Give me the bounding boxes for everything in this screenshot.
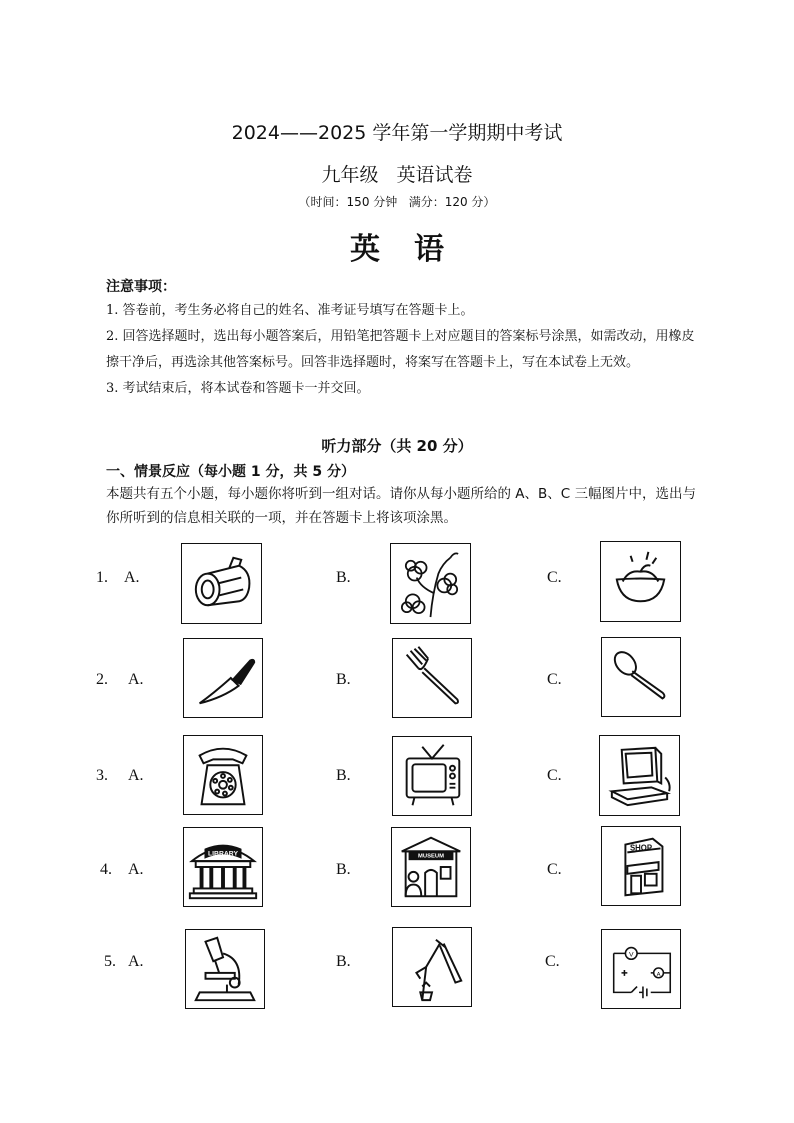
notice-item: 3. 考试结束后，将本试卷和答题卡一并交回。 xyxy=(106,381,370,396)
exam-info: （时间：150 分钟 满分：120 分） xyxy=(298,195,496,209)
option-picture[interactable] xyxy=(600,541,681,622)
lab-stand-icon xyxy=(393,928,471,1006)
notice-heading: 注意事项： xyxy=(106,279,176,295)
question-number: 2. xyxy=(96,671,108,688)
option-picture[interactable] xyxy=(390,543,471,624)
option-picture[interactable] xyxy=(391,827,471,907)
option-label: C. xyxy=(547,671,562,688)
gold-ingot-icon xyxy=(601,542,680,621)
option-label: A. xyxy=(128,953,144,970)
option-label: A. xyxy=(128,671,144,688)
library-sign: LIBRARY xyxy=(207,850,239,858)
exam-subtitle: 九年级 英语试卷 xyxy=(321,164,473,186)
option-label: A. xyxy=(128,767,144,784)
knife-icon xyxy=(184,639,262,717)
option-label: C. xyxy=(547,767,562,784)
notice-item: 1. 答卷前，考生务必将自己的姓名、准考证号填写在答题卡上。 xyxy=(106,303,474,318)
exam-title: 2024——2025 学年第一学期期中考试 xyxy=(231,122,563,144)
option-label: A. xyxy=(128,861,144,878)
notice-list xyxy=(106,298,698,402)
cotton-icon xyxy=(391,544,470,623)
option-label: C. xyxy=(547,569,562,586)
option-label: B. xyxy=(336,861,351,878)
option-label: B. xyxy=(336,671,351,688)
subject-title: 英语 xyxy=(350,232,478,267)
television-icon xyxy=(393,737,471,815)
computer-icon xyxy=(600,736,679,815)
option-label: B. xyxy=(336,569,351,586)
option-picture[interactable] xyxy=(601,826,681,906)
log-icon xyxy=(182,544,261,623)
question-number: 4. xyxy=(100,861,112,878)
option-picture[interactable] xyxy=(183,827,263,907)
museum-icon xyxy=(392,828,470,906)
museum-sign: MUSEUM xyxy=(418,853,444,860)
svg-text:A: A xyxy=(656,971,661,978)
notice-item: 2. 回答选择题时，选出每小题答案后，用铅笔把答题卡上对应题目的答案标号涂黑，如需改动，用橡皮擦干净后，再选涂其他答案标号。回答非选择题时，将案写在答题卡上，写在本试卷上无效。 xyxy=(106,329,695,370)
section-title: 听力部分（共 20 分） xyxy=(321,437,473,455)
option-picture[interactable] xyxy=(183,735,263,815)
option-picture[interactable] xyxy=(183,638,263,718)
option-picture[interactable] xyxy=(392,927,472,1007)
part-description: 本题共有五个小题，每小题你将听到一组对话。请你从每小题所给的 A、B、C 三幅图片中，选出与你所听到的信息相关联的一项，并在答题卡上将该项涂黑。 xyxy=(106,486,697,526)
shop-sign: SHOP xyxy=(629,843,653,853)
circuit-icon xyxy=(602,930,680,1008)
option-picture[interactable] xyxy=(392,736,472,816)
microscope-icon xyxy=(186,930,264,1008)
option-picture[interactable] xyxy=(601,929,681,1009)
option-picture[interactable] xyxy=(185,929,265,1009)
question-number: 3. xyxy=(96,767,108,784)
shop-icon xyxy=(602,827,680,905)
option-picture[interactable] xyxy=(599,735,680,816)
option-picture[interactable] xyxy=(181,543,262,624)
option-label: A. xyxy=(124,569,140,586)
option-label: B. xyxy=(336,767,351,784)
library-icon xyxy=(184,828,262,906)
question-number: 1. xyxy=(96,569,108,586)
option-label: B. xyxy=(336,953,351,970)
spoon-icon xyxy=(602,638,680,716)
question-number: 5. xyxy=(104,953,116,970)
option-label: C. xyxy=(547,861,562,878)
part-heading: 一、情景反应（每小题 1 分，共 5 分） xyxy=(106,464,355,480)
option-label: C. xyxy=(545,953,560,970)
svg-text:V: V xyxy=(628,951,634,959)
telephone-icon xyxy=(184,736,262,814)
option-picture[interactable] xyxy=(601,637,681,717)
fork-icon xyxy=(393,639,471,717)
option-picture[interactable] xyxy=(392,638,472,718)
